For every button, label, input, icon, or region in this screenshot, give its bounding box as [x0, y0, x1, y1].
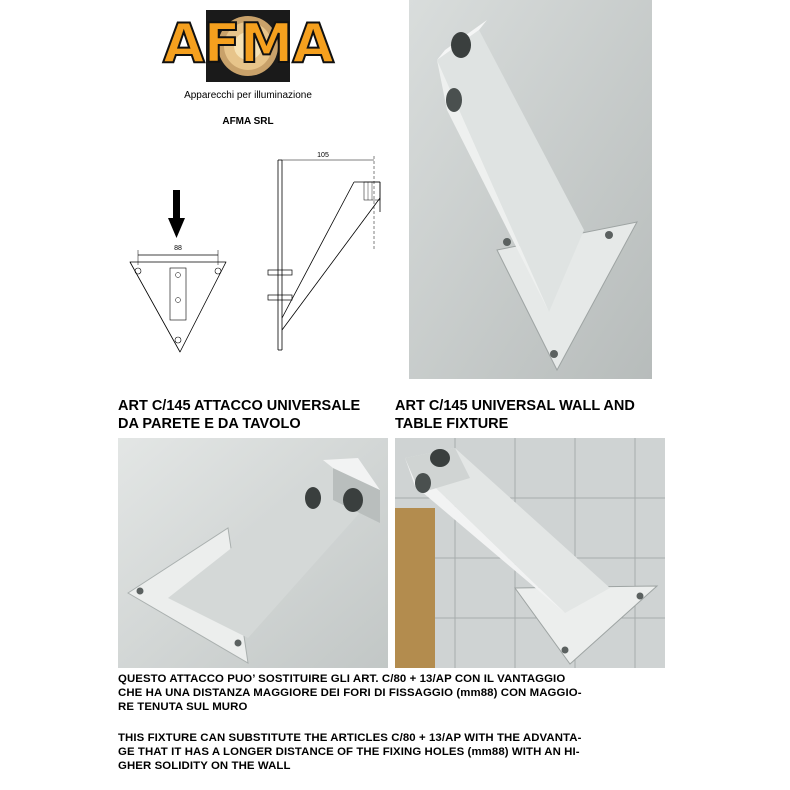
dim-105-label: 105	[317, 152, 329, 159]
caption-english-line-2: TABLE FIXTURE	[395, 416, 509, 432]
photo-fixture-front	[118, 438, 388, 668]
caption-italian-line-1: ART C/145 ATTACCO UNIVERSALE	[118, 398, 361, 414]
subtitle: Apparecchi per illuminazione	[184, 90, 312, 101]
photo-fixture-angled	[395, 438, 665, 668]
description-english	[118, 731, 678, 773]
caption-italian-line-2: DA PARETE E DA TAVOLO	[118, 416, 301, 432]
description-italian-line-2: CHE HA UNA DISTANZA MAGGIORE DEI FORI DI FISSAGGIO (mm88) CON MAGGIO-	[118, 687, 582, 699]
company-name: AFMA SRL	[222, 116, 274, 127]
description-italian-line-3: RE TENUTA SUL MURO	[118, 701, 248, 713]
description-italian	[118, 672, 678, 714]
down-arrow-icon	[168, 190, 185, 238]
logo-text: AFMA	[162, 12, 334, 75]
caption-english	[395, 397, 675, 433]
dim-88-label: 88	[174, 245, 182, 252]
caption-italian	[118, 397, 398, 433]
caption-english-line-1: ART C/145 UNIVERSAL WALL AND	[395, 398, 635, 414]
description-english-line-1: THIS FIXTURE CAN SUBSTITUTE THE ARTICLES C/80 + 13/AP WITH THE ADVANTA-	[118, 732, 582, 744]
photo-fixture-side	[409, 0, 652, 379]
description-english-line-2: GE THAT IT HAS A LONGER DISTANCE OF THE FIXING HOLES (mm88) WITH AN HI-	[118, 746, 580, 758]
description-english-line-3: GHER SOLIDITY ON THE WALL	[118, 760, 291, 772]
technical-drawing	[118, 140, 408, 380]
description-italian-line-1: QUESTO ATTACCO PUO’ SOSTITUIRE GLI ART. C/80 + 13/AP CON IL VANTAGGIO	[118, 673, 566, 685]
